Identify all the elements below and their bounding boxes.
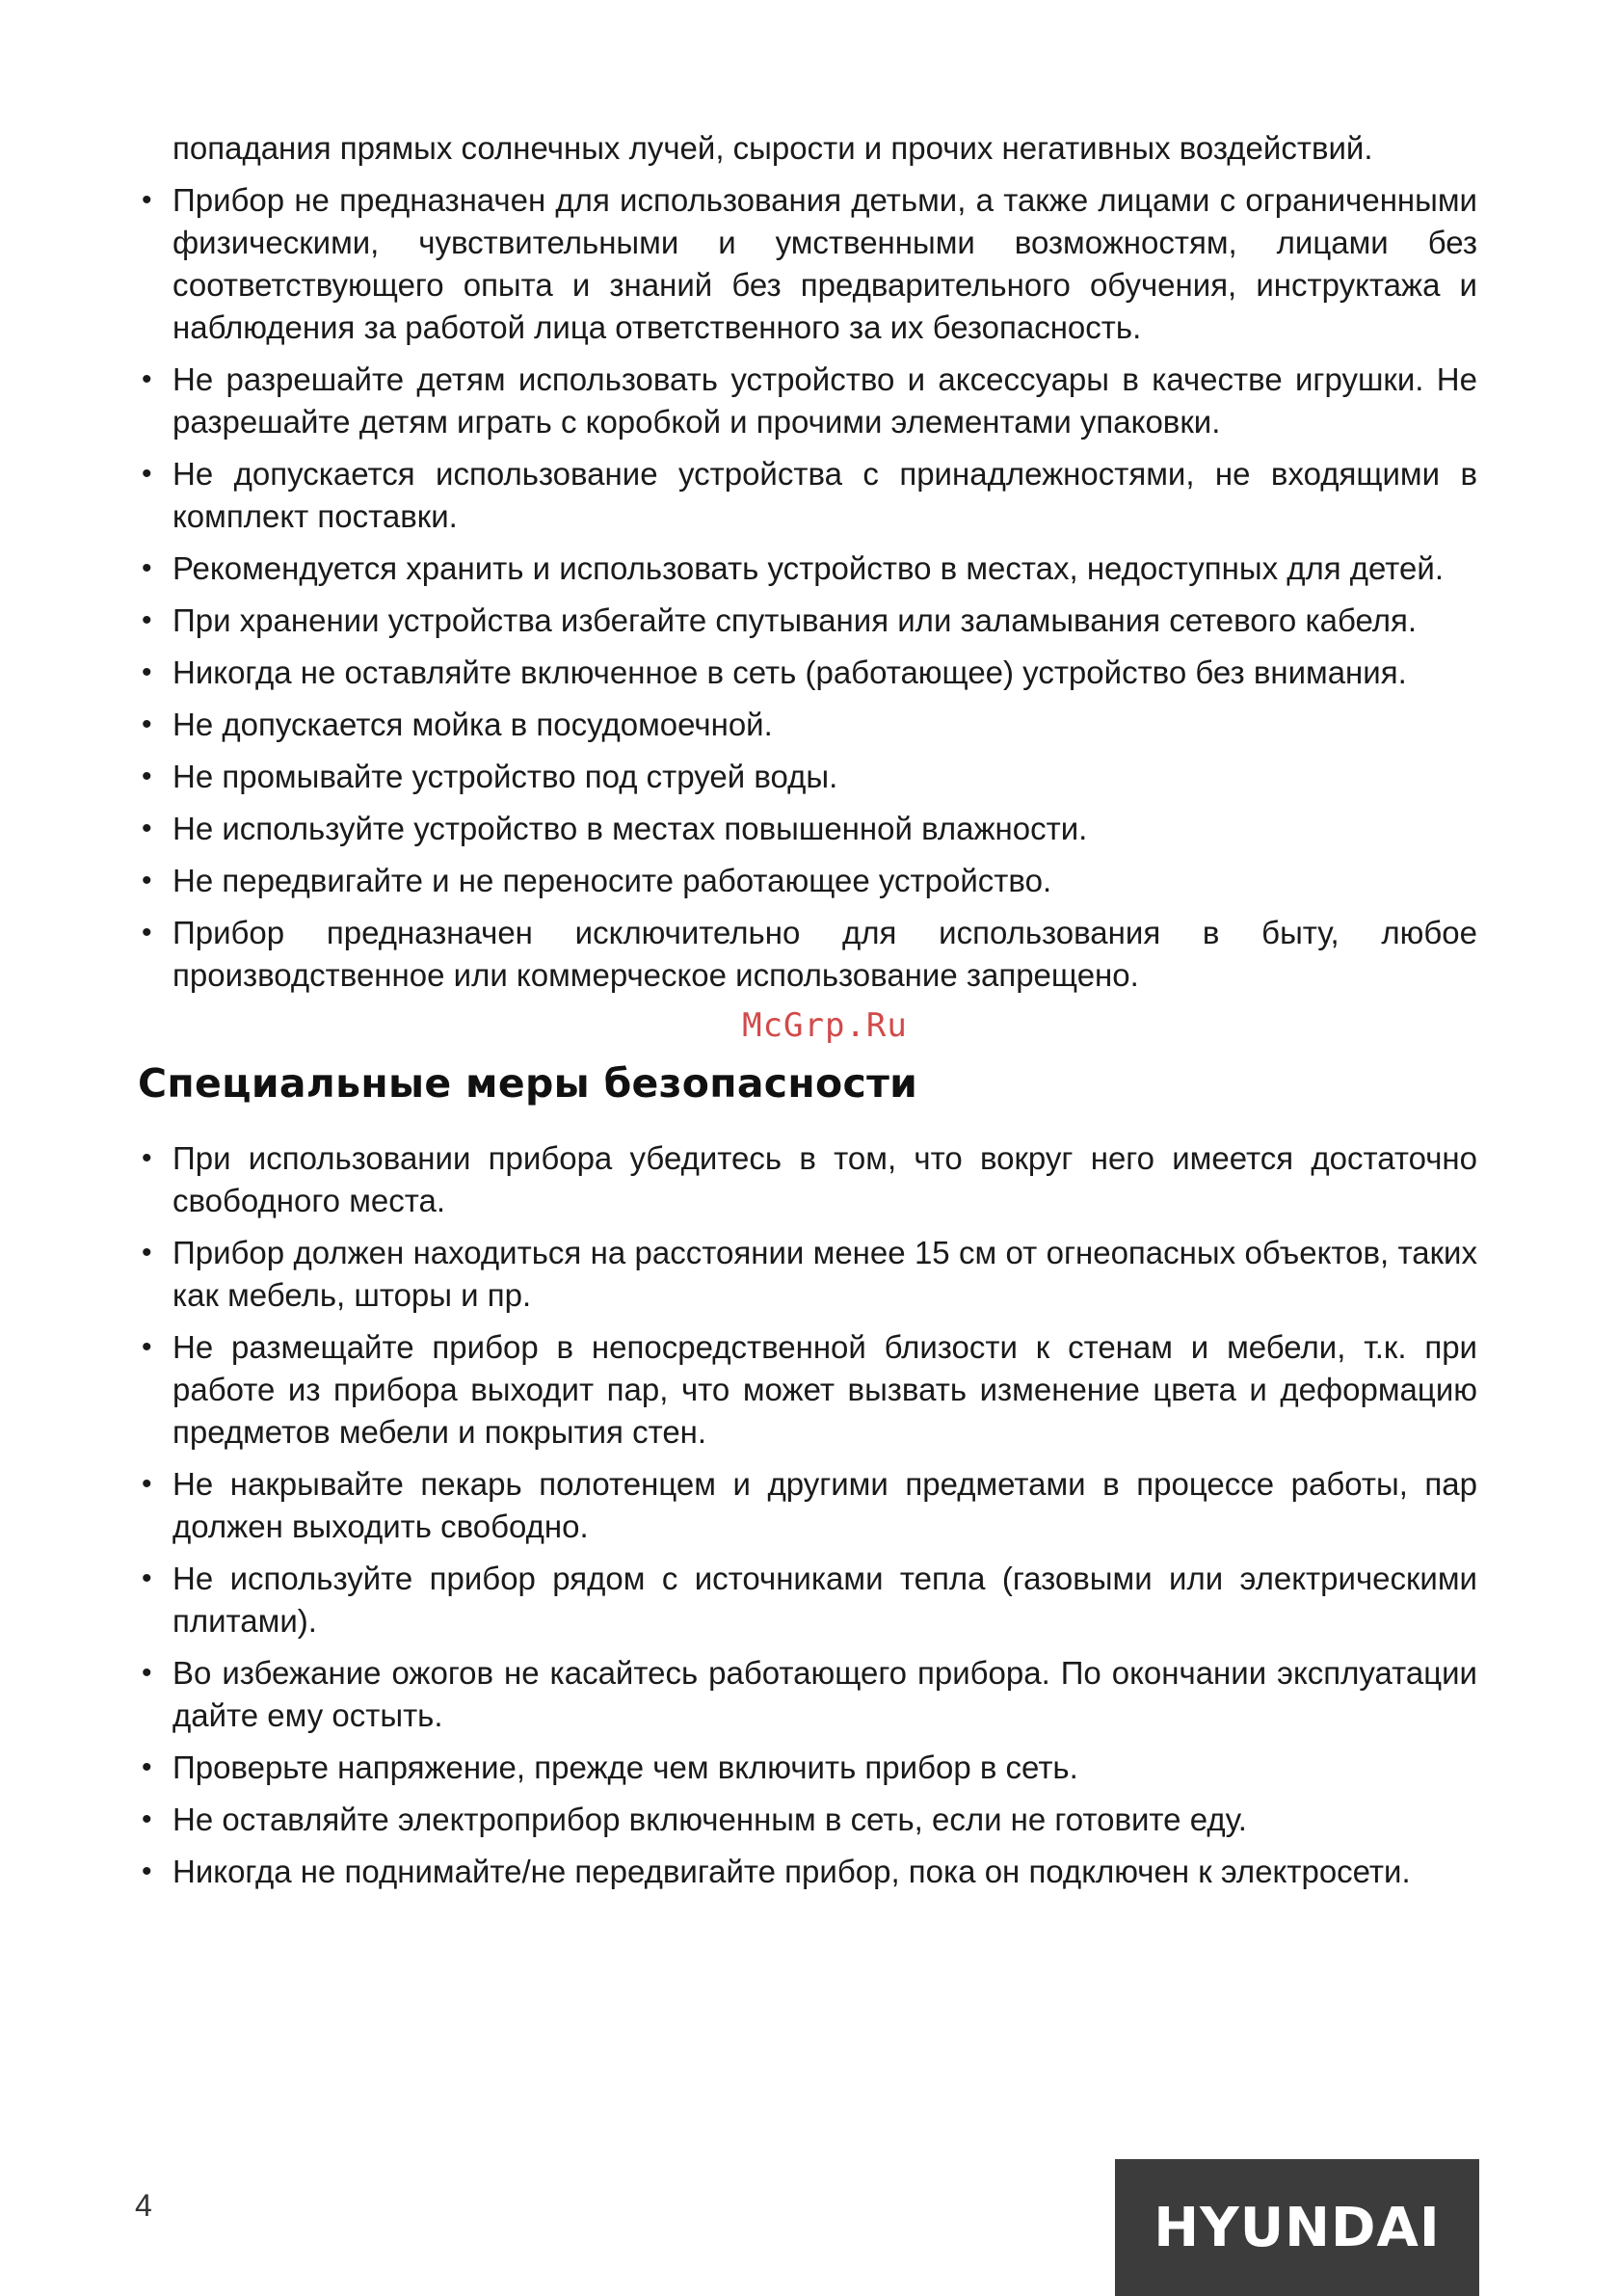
list-item bbox=[138, 912, 1477, 997]
bullet-icon: • bbox=[142, 1803, 152, 1835]
list-item bbox=[138, 652, 1477, 694]
bullet-icon: • bbox=[142, 708, 152, 740]
list-item bbox=[138, 1851, 1477, 1893]
bullet-icon: • bbox=[142, 184, 152, 216]
brand-logo-block bbox=[1115, 2159, 1479, 2296]
list-item-text: Не допускается мойка в посудомоечной. bbox=[172, 707, 773, 742]
bullet-icon: • bbox=[142, 1468, 152, 1500]
bullet-icon: • bbox=[142, 1855, 152, 1887]
section-title: Специальные меры безопасности bbox=[138, 1060, 918, 1107]
list-item bbox=[138, 179, 1477, 349]
list-item-text: Проверьте напряжение, прежде чем включить прибор в сеть. bbox=[172, 1749, 1078, 1785]
list-item-text: Не оставляйте электроприбор включенным в сеть, если не готовите еду. bbox=[172, 1802, 1247, 1837]
list-item-text: Не разрешайте детям использовать устройство и аксессуары в качестве игрушки. Не разрешайте детям играть с коробкой и прочими элементами упаковки. bbox=[172, 361, 1477, 440]
continuation-text: попадания прямых солнечных лучей, сырости и прочих негативных воздействий. bbox=[172, 130, 1373, 166]
list-item-text: Не передвигайте и не переносите работающее устройство. bbox=[172, 863, 1052, 898]
list-item bbox=[138, 453, 1477, 538]
list-item-text: Не допускается использование устройства с принадлежностями, не входящими в комплект поставки. bbox=[172, 456, 1477, 534]
list-item-text: Не используйте устройство в местах повышенной влажности. bbox=[172, 811, 1088, 846]
list-item bbox=[138, 1799, 1477, 1841]
bullet-icon: • bbox=[142, 1657, 152, 1689]
list-item bbox=[138, 1463, 1477, 1548]
list-item bbox=[138, 808, 1477, 850]
bullet-icon: • bbox=[142, 1751, 152, 1783]
list-item bbox=[138, 547, 1477, 590]
list-item bbox=[138, 1558, 1477, 1642]
bullet-icon: • bbox=[142, 865, 152, 896]
bullet-icon: • bbox=[142, 552, 152, 584]
list-item-text: Прибор не предназначен для использования детьми, а также лицами с ограниченными физическими, чувствительными и умственными возможностям, лицами без соответствующего опыта и знаний без предварительного обучения, инструктажа и наблюдения за работой лица ответственного за их безопасность. bbox=[172, 182, 1477, 345]
list-item bbox=[138, 1652, 1477, 1737]
list-item-text: Не используйте прибор рядом с источниками тепла (газовыми или электрическими плитами). bbox=[172, 1561, 1477, 1639]
watermark: McGrp.Ru bbox=[742, 1006, 908, 1045]
page-number: 4 bbox=[135, 2188, 152, 2223]
bullet-icon: • bbox=[142, 761, 152, 792]
bullet-icon: • bbox=[142, 604, 152, 636]
bullet-icon: • bbox=[142, 458, 152, 490]
list-item-text: Рекомендуется хранить и использовать устройство в местах, недоступных для детей. bbox=[172, 550, 1445, 586]
bullet-icon: • bbox=[142, 363, 152, 395]
general-safety-list bbox=[138, 179, 1477, 997]
list-item bbox=[138, 756, 1477, 798]
list-item-text: Прибор предназначен исключительно для использования в быту, любое производственное или коммерческое использование запрещено. bbox=[172, 915, 1477, 993]
list-item bbox=[138, 600, 1477, 642]
list-item-text: Не накрывайте пекарь полотенцем и другими предметами в процессе работы, пар должен выходить свободно. bbox=[172, 1466, 1477, 1544]
page-content bbox=[138, 127, 1477, 1903]
bullet-icon: • bbox=[142, 1331, 152, 1363]
list-item bbox=[138, 1137, 1477, 1222]
list-item-text: Никогда не поднимайте/не передвигайте прибор, пока он подключен к электросети. bbox=[172, 1854, 1411, 1889]
list-item bbox=[138, 704, 1477, 746]
bullet-icon: • bbox=[142, 1562, 152, 1594]
brand-logo: HYUNDAI bbox=[1154, 2196, 1441, 2259]
list-item bbox=[138, 1232, 1477, 1317]
bullet-icon: • bbox=[142, 656, 152, 688]
list-item-text: При хранении устройства избегайте спутывания или заламывания сетевого кабеля. bbox=[172, 602, 1418, 638]
list-item-text: Не промывайте устройство под струей воды. bbox=[172, 759, 838, 794]
list-item bbox=[138, 1747, 1477, 1789]
list-item bbox=[138, 860, 1477, 902]
special-safety-list bbox=[138, 1137, 1477, 1893]
list-item-text: Не размещайте прибор в непосредственной близости к стенам и мебели, т.к. при работе из прибора выходит пар, что может вызвать изменение цвета и деформацию предметов мебели и покрытия стен. bbox=[172, 1329, 1477, 1450]
bullet-icon: • bbox=[142, 917, 152, 948]
bullet-icon: • bbox=[142, 1142, 152, 1174]
list-item-text: При использовании прибора убедитесь в том, что вокруг него имеется достаточно свободного места. bbox=[172, 1140, 1477, 1218]
bullet-icon: • bbox=[142, 813, 152, 844]
list-item bbox=[138, 1326, 1477, 1454]
list-item bbox=[138, 359, 1477, 443]
list-item-text: Во избежание ожогов не касайтесь работающего прибора. По окончании эксплуатации дайте ему остыть. bbox=[172, 1655, 1477, 1733]
list-item-text: Прибор должен находиться на расстоянии менее 15 см от огнеопасных объектов, таких как мебель, шторы и пр. bbox=[172, 1235, 1477, 1313]
bullet-icon: • bbox=[142, 1237, 152, 1268]
list-item-text: Никогда не оставляйте включенное в сеть (работающее) устройство без внимания. bbox=[172, 654, 1407, 690]
